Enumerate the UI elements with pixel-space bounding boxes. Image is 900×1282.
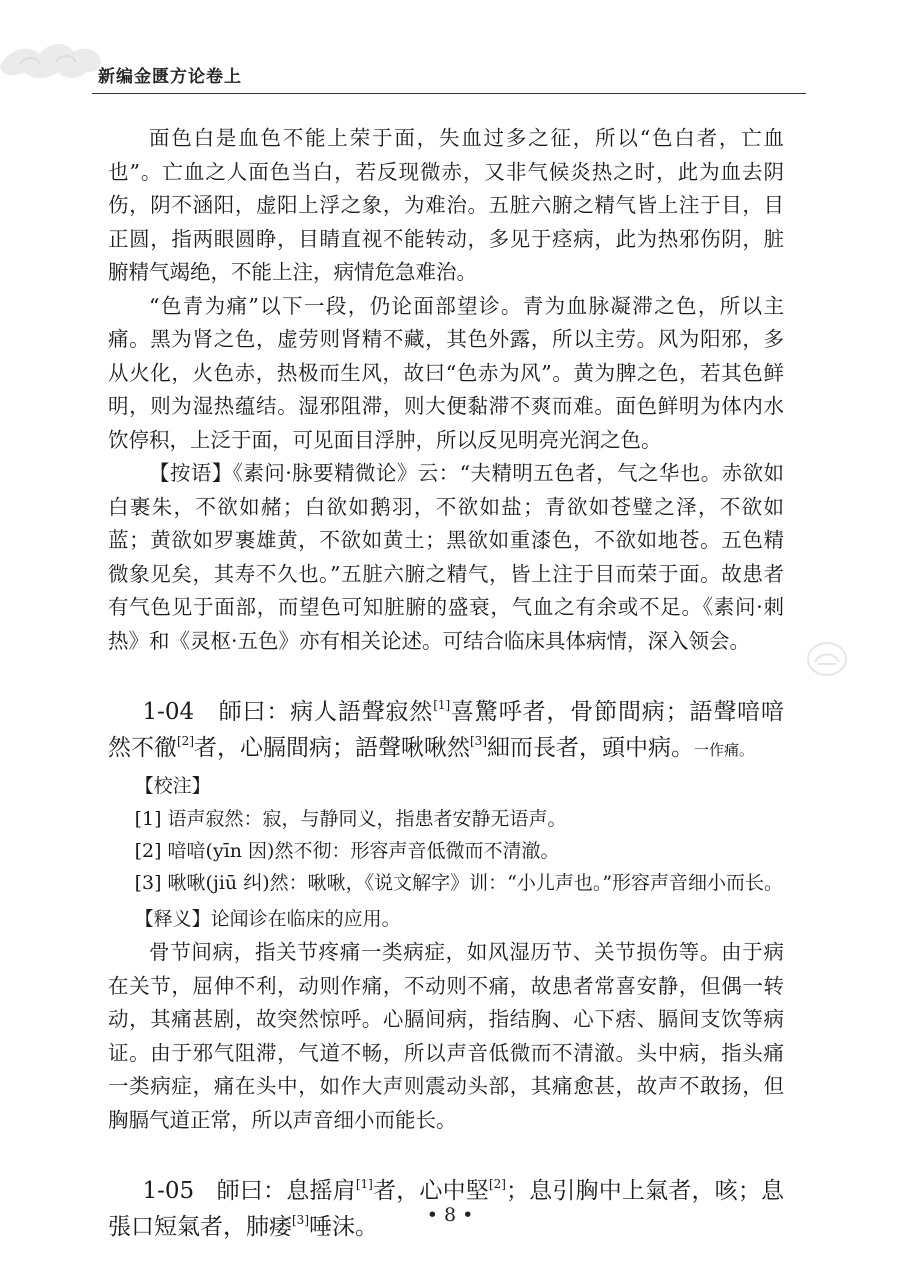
page-body: [108, 122, 784, 1245]
clause-text: 唾沫。: [309, 1214, 378, 1240]
footnote-ref: [3]: [292, 1213, 309, 1227]
clause-1-04: [108, 694, 784, 768]
variant-note: 一作痛。: [694, 741, 755, 759]
clause-number: 1-05: [142, 1178, 195, 1204]
clause-text: ；息引胸中上氣者，咳；息張口短氣者，肺痿: [108, 1178, 785, 1240]
footnote-ref: [2]: [488, 1177, 506, 1191]
clause-text: 者，心中堅: [372, 1178, 489, 1204]
collation-note: [1] 语声寂然：寂，与静同义，指患者安静无语声。: [134, 808, 567, 830]
annotation-paragraph: 【按语】《素问·脉要精微论》云：“夫精明五色者，气之华也。赤欲如白裹朱，不欲如赭；白欲如鹅羽，不欲如盐；青欲如苍璧之泽，不欲如蓝；黄欲如罗裹雄黄，不欲如黄土；黑欲如重漆色，不欲如地苍。五色精微象见矣，其寿不久也。”五脏六腑之精气，皆上注于目而荣于面。故患者有气色见于面部，而望色可知脏腑的盛衰，气血之有余或不足。《素问·刺热》和《灵枢·五色》亦有相关论述。可结合临床具体病情，深入领会。: [108, 461, 784, 653]
collation-note: [2] 喑喑(yīn 因)然不彻：形容声音低微而不清澈。: [134, 840, 560, 862]
commentary-paragraph: 面色白是血色不能上荣于面，失血过多之征，所以“色白者，亡血也”。亡血之人面色当白，若反现微赤，又非气候炎热之时，此为血去阴伤，阴不涵阳，虚阳上浮之象，为难治。五脏六腑之精气皆上注于目，目正圆，指两眼圆睁，目睛直视不能转动，多见于痉病，此为热邪伤阴，脏腑精气竭绝，不能上注，病情危急难治。: [108, 126, 784, 284]
collation-heading: 【校注】: [134, 775, 211, 797]
commentary-paragraph: “色青为痛”以下一段，仍论面部望诊。青为血脉凝滞之色，所以主痛。黑为肾之色，虚劳则肾精不藏，其色外露，所以主劳。风为阳邪，多从火化，火色赤，热极而生风，故曰“色赤为风”。黄为脾之色，若其色鲜明，则为湿热蕴结。湿邪阻滞，则大便黏滞不爽而难。面色鲜明为体内水饮停积，上泛于面，可见面目浮肿，所以反见明亮光润之色。: [108, 293, 784, 452]
explanation-paragraph: 骨节间病，指关节疼痛一类病症，如风湿历节、关节损伤等。由于病在关节，屈伸不利，动则作痛，不动则不痛，故患者常喜安静，但偶一转动，其痛甚剧，故突然惊呼。心膈间病，指结胸、心下痞、膈间支饮等病证。由于邪气阻滞，气道不畅，所以声音低微而不清澈。头中病，指头痛一类病症，痛在头中，如作大声则震动头部，其痛愈甚，故声不敢扬，但胸膈气道正常，所以声音细小而能长。: [108, 940, 784, 1132]
footnote-ref: [2]: [177, 734, 194, 748]
running-title: 新编金匮方论卷上: [98, 67, 242, 87]
footnote-ref: [3]: [470, 734, 487, 748]
clause-text: 細而長者，頭中病。: [487, 735, 694, 761]
clause-text: 者，心膈間病；語聲啾啾然: [194, 735, 470, 761]
cloud-ornament-icon: [0, 36, 110, 84]
footnote-ref: [1]: [433, 698, 451, 712]
side-emblem-icon: [806, 640, 848, 678]
clause-text: 師曰：病人語聲寂然: [218, 699, 434, 725]
explanation-heading: 【释义】论闻诊在临床的应用。: [134, 908, 401, 930]
clause-text: 師曰：息摇肩: [216, 1178, 356, 1204]
footnote-ref: [1]: [355, 1177, 373, 1191]
collation-note: [3] 啾啾(jiū 纠)然：啾啾，《说文解字》训：“小儿声也。”形容声音细小而长。: [134, 872, 784, 894]
clause-text: 喜驚呼者，骨節間病；語聲喑喑然不徹: [108, 699, 785, 761]
clause-number: 1-04: [142, 699, 195, 725]
page-number: • 8 •: [426, 1204, 474, 1226]
header-rule: [92, 93, 806, 94]
